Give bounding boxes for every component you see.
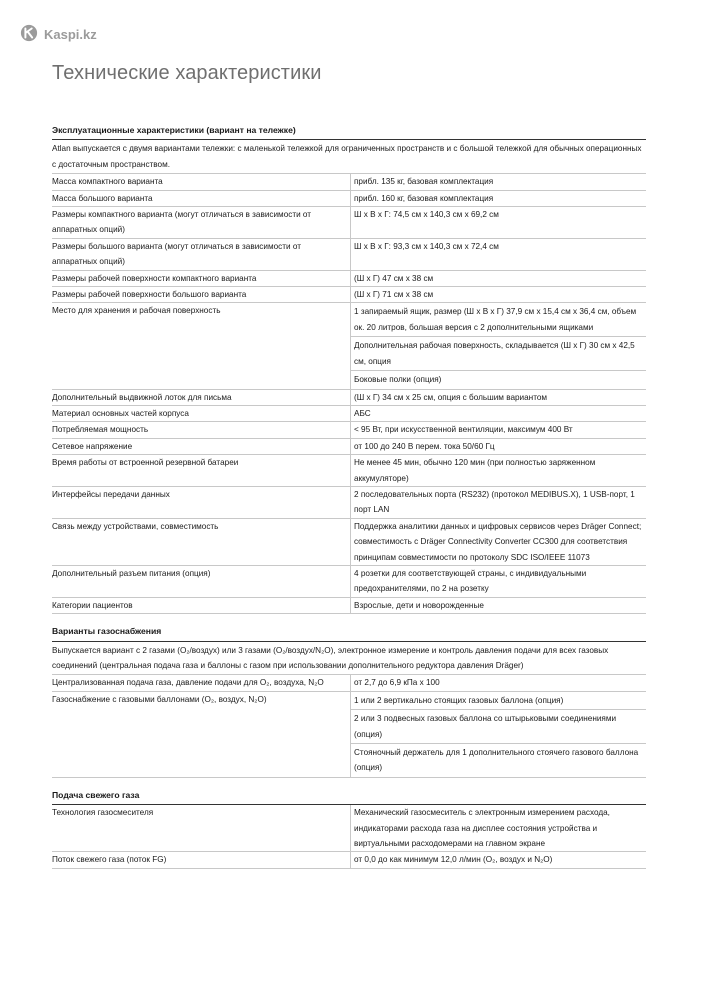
spec-values xyxy=(350,805,646,851)
spec-row xyxy=(52,271,646,287)
spec-section xyxy=(52,120,646,614)
section-heading: Подача свежего газа xyxy=(52,785,646,805)
spec-value: прибл. 160 кг, базовая комплектация xyxy=(354,193,494,203)
spec-label: Место для хранения и рабочая поверхность xyxy=(52,306,221,316)
spec-values xyxy=(350,675,646,690)
spec-values xyxy=(350,519,646,565)
spec-value: Дополнительная рабочая поверхность, складывается (Ш x Г) 30 см x 42,5 см, опция xyxy=(351,336,646,370)
spec-row xyxy=(52,390,646,406)
spec-value: (Ш x Г) 34 см x 25 см, опция с большим вариантом xyxy=(354,392,548,402)
spec-values xyxy=(350,692,646,777)
spec-label: Сетевое напряжение xyxy=(52,441,133,451)
spec-values xyxy=(350,455,646,486)
spec-row xyxy=(52,805,646,852)
spec-values xyxy=(350,207,646,238)
spec-values xyxy=(350,852,646,867)
spec-value: 4 розетки для соответствующей страны, с индивидуальными предохранителями, по 2 на розетку xyxy=(354,568,587,594)
spec-label: Газоснабжение с газовыми баллонами (O₂, воздух, N₂O) xyxy=(52,694,267,704)
section-gap xyxy=(52,778,646,785)
spec-value: Стояночный держатель для 1 дополнительного стоячего газового баллона (опция) xyxy=(351,743,646,777)
spec-row xyxy=(52,852,646,868)
spec-label: Технология газосмесителя xyxy=(52,808,154,818)
section-heading: Эксплуатационные характеристики (вариант на тележке) xyxy=(52,120,646,140)
spec-label: Поток свежего газа (поток FG) xyxy=(52,855,167,865)
spec-label: Масса компактного варианта xyxy=(52,177,163,187)
spec-value: Боковые полки (опция) xyxy=(351,370,646,388)
spec-value: прибл. 135 кг, базовая комплектация xyxy=(354,177,494,187)
page-title: Технические характеристики xyxy=(52,62,322,84)
spec-section xyxy=(52,621,646,778)
spec-row xyxy=(52,675,646,691)
spec-section xyxy=(52,785,646,869)
spec-row xyxy=(52,566,646,598)
spec-row xyxy=(52,487,646,519)
spec-label: Связь между устройствами, совместимость xyxy=(52,521,219,531)
spec-row xyxy=(52,287,646,303)
spec-values xyxy=(350,566,646,597)
spec-values xyxy=(350,191,646,206)
spec-label: Централизованная подача газа, давление подачи для O₂, воздуха, N₂O xyxy=(52,678,324,688)
spec-row xyxy=(52,239,646,271)
spec-label: Время работы от встроенной резервной батареи xyxy=(52,458,239,468)
spec-value: Взрослые, дети и новорожденные xyxy=(354,600,484,610)
spec-label: Потребляемая мощность xyxy=(52,425,149,435)
spec-values xyxy=(350,239,646,270)
spec-value: 2 или 3 подвесных газовых баллона со штырьковыми соединениями (опция) xyxy=(351,709,646,743)
spec-value: 1 или 2 вертикально стоящих газовых баллона (опция) xyxy=(354,695,564,705)
spec-values xyxy=(350,174,646,189)
spec-row xyxy=(52,439,646,455)
spec-row xyxy=(52,191,646,207)
spec-row xyxy=(52,406,646,422)
spec-document xyxy=(52,120,646,869)
spec-value: от 100 до 240 В перем. тока 50/60 Гц xyxy=(354,441,495,451)
spec-row xyxy=(52,519,646,566)
spec-value: 1 запираемый ящик, размер (Ш x В x Г) 37,9 см x 15,4 см x 36,4 см, объем ок. 20 литров, большая версия с 2 дополнительными ящиками xyxy=(354,307,637,332)
spec-label: Материал основных частей корпуса xyxy=(52,408,189,418)
spec-value: Механический газосмеситель с электронным измерением расхода, индикаторами расхода газа на дисплее состояния устройства и виртуальными расходомерами на главном экране xyxy=(354,808,610,849)
spec-label: Масса большого варианта xyxy=(52,193,153,203)
spec-value: 2 последовательных порта (RS232) (протокол MEDIBUS.X), 1 USB-порт, 1 порт LAN xyxy=(354,489,635,515)
spec-values xyxy=(350,598,646,613)
kaspi-logo-icon xyxy=(20,24,38,45)
spec-values xyxy=(350,303,646,388)
spec-value: Не менее 45 мин, обычно 120 мин (при полностью заряженном аккумуляторе) xyxy=(354,458,596,483)
spec-row xyxy=(52,207,646,239)
spec-row xyxy=(52,174,646,190)
section-gap xyxy=(52,614,646,621)
spec-row xyxy=(52,422,646,438)
brand-name: Kaspi.kz xyxy=(44,27,97,42)
spec-label: Дополнительный выдвижной лоток для письма xyxy=(52,392,232,402)
spec-values xyxy=(350,271,646,286)
spec-values xyxy=(350,439,646,454)
spec-value: (Ш x Г) 47 см x 38 см xyxy=(354,273,434,283)
spec-label: Дополнительный разъем питания (опция) xyxy=(52,568,211,578)
spec-values xyxy=(350,390,646,405)
spec-row xyxy=(52,303,646,389)
section-heading: Варианты газоснабжения xyxy=(52,621,646,641)
spec-label: Размеры рабочей поверхности компактного варианта xyxy=(52,273,257,283)
spec-label: Размеры рабочей поверхности большого варианта xyxy=(52,290,247,300)
spec-value: (Ш x Г) 71 см x 38 см xyxy=(354,290,434,300)
spec-value: Поддержка аналитики данных и цифровых сервисов через Dräger Connect; совместимость с Dräger Connectivity Converter CC300 для соответствия принципам совместимости по протоколу SDC ISO/IEEE 11073 xyxy=(354,521,642,562)
spec-row xyxy=(52,455,646,487)
section-intro: Выпускается вариант с 2 газами (O₂/воздух) или 3 газами (O₂/воздух/N₂O), электронное измерение и контроль давления подачи для всех газовых соединений (центральная подача газа и баллоны с газом при использовании дополнительного редуктора давления Dräger) xyxy=(52,642,646,676)
spec-values xyxy=(350,422,646,437)
spec-values xyxy=(350,406,646,421)
spec-value: < 95 Вт, при искусственной вентиляции, максимум 400 Вт xyxy=(354,425,573,435)
spec-row xyxy=(52,692,646,778)
spec-label: Интерфейсы передачи данных xyxy=(52,489,170,499)
spec-value: от 0,0 до как минимум 12,0 л/мин (O₂, воздух и N₂O) xyxy=(354,855,553,865)
spec-values xyxy=(350,287,646,302)
section-intro: Atlan выпускается с двумя вариантами тележки: с маленькой тележкой для ограниченных пространств и с большой тележкой для обычных операционных с достаточным пространством. xyxy=(52,140,646,174)
brand-logo[interactable] xyxy=(20,24,97,45)
spec-label: Размеры компактного варианта (могут отличаться в зависимости от аппаратных опций) xyxy=(52,210,312,235)
spec-row xyxy=(52,598,646,614)
spec-values xyxy=(350,487,646,518)
spec-value: Ш x В x Г: 93,3 см x 140,3 см x 72,4 см xyxy=(354,241,499,251)
spec-label: Размеры большого варианта (могут отличаться в зависимости от аппаратных опций) xyxy=(52,241,301,267)
spec-value: от 2,7 до 6,9 кПа x 100 xyxy=(354,678,440,688)
spec-value: АБС xyxy=(354,408,371,418)
spec-label: Категории пациентов xyxy=(52,600,133,610)
spec-value: Ш x В x Г: 74,5 см x 140,3 см x 69,2 см xyxy=(354,210,499,220)
